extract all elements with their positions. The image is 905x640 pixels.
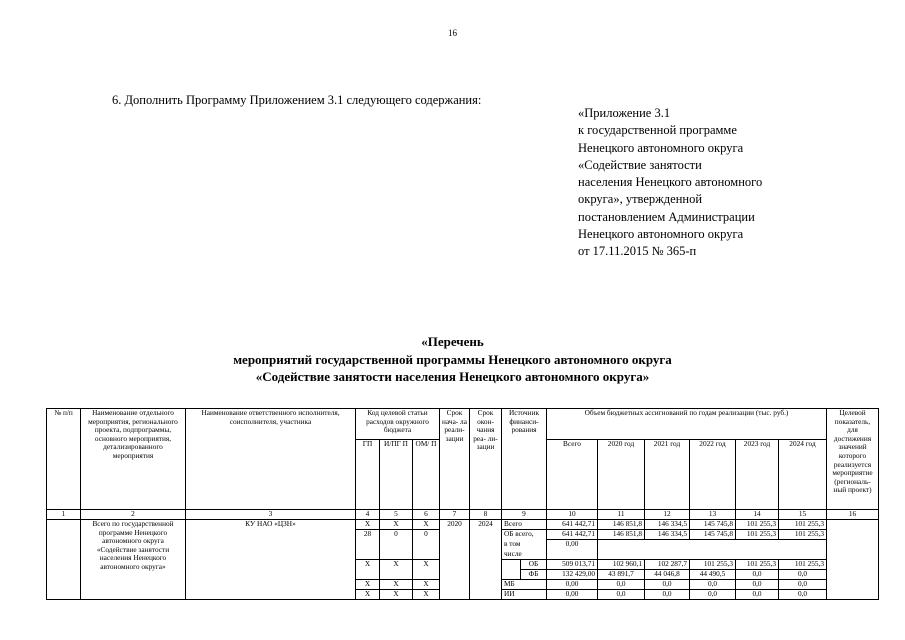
header-end: Срок окон- чания реа- ли- зации	[470, 409, 502, 510]
cell-empty	[598, 540, 827, 560]
cell-value: 43 891,7	[598, 570, 645, 580]
intro-paragraph: 6. Дополнить Программу Приложением 3.1 следующего содержания:	[112, 93, 482, 107]
row-target	[827, 520, 879, 600]
header-code-ipgp: И/ПГ П	[380, 440, 413, 510]
document-heading	[0, 333, 905, 386]
cell-ipgp: 0	[380, 530, 413, 560]
cell-ipgp: Х	[380, 590, 413, 600]
header-code: Код целевой статьи расходов окружного бюджета	[356, 409, 440, 440]
header-volume: Объем бюджетных ассигнований по годам реализации (тыс. руб.)	[547, 409, 827, 440]
cell-indent	[502, 560, 521, 580]
cell-value: 132 429,00	[547, 570, 598, 580]
cell-source: МБ	[502, 580, 547, 590]
header-code-gp: ГП	[356, 440, 380, 510]
appendix-line: Ненецкого автономного округа	[578, 140, 744, 155]
cell-value: 0,00	[547, 540, 598, 560]
cell-value: 509 013,71	[547, 560, 598, 570]
measures-table	[46, 408, 879, 600]
cell-gp: Х	[356, 560, 380, 580]
cell-gp: Х	[356, 580, 380, 590]
cell-value: 145 745,8	[690, 520, 736, 530]
cell-value: 0,0	[690, 590, 736, 600]
cell-om: Х	[413, 520, 440, 530]
cell-value: 146 334,5	[645, 520, 690, 530]
cell-value: 0,00	[547, 590, 598, 600]
cell-ipgp: Х	[380, 520, 413, 530]
appendix-caption	[578, 105, 878, 261]
cell-gp: 28	[356, 530, 380, 560]
header-start: Срок нача- ла реали- зации	[440, 409, 470, 510]
header-year: 2020 год	[598, 440, 645, 510]
header-target: Целевой показатель, для достижения значений которого реализуется мероприятие (региональ- ный проект)	[827, 409, 879, 510]
heading-line: «Перечень	[421, 334, 484, 349]
row-end: 2024	[470, 520, 502, 600]
cell-source-sub: ОБ	[521, 560, 547, 570]
header-year: 2024 год	[779, 440, 827, 510]
header-year: 2023 год	[736, 440, 779, 510]
cell-ipgp: Х	[380, 560, 413, 580]
cell-value: 146 334,5	[645, 530, 690, 540]
cell-source: в том	[502, 540, 547, 550]
cell-value: 145 745,8	[690, 530, 736, 540]
header-num: № п/п	[47, 409, 81, 510]
cell-value: 101 255,3	[690, 560, 736, 570]
cell-value: 0,0	[736, 590, 779, 600]
col-number: 10	[547, 510, 598, 520]
cell-om: Х	[413, 590, 440, 600]
header-total: Всего	[547, 440, 598, 510]
cell-value: 0,0	[779, 580, 827, 590]
cell-value: 146 851,8	[598, 520, 645, 530]
appendix-line: населения Ненецкого автономного	[578, 175, 763, 190]
cell-om: Х	[413, 580, 440, 590]
col-number: 15	[779, 510, 827, 520]
col-number: 5	[380, 510, 413, 520]
cell-value: 0,00	[547, 580, 598, 590]
col-number: 9	[502, 510, 547, 520]
cell-value: 101 255,3	[736, 560, 779, 570]
cell-num	[47, 520, 81, 600]
appendix-line: «Содействие занятости	[578, 157, 702, 172]
col-number: 4	[356, 510, 380, 520]
cell-value: 0,0	[779, 590, 827, 600]
appendix-line: «Приложение 3.1	[578, 106, 671, 120]
cell-gp: Х	[356, 520, 380, 530]
header-executor: Наименование ответственного исполнителя, соисполнителя, участника	[186, 409, 356, 510]
cell-value: 0,0	[645, 590, 690, 600]
cell-value: 0,0	[598, 580, 645, 590]
cell-value: 101 255,3	[736, 520, 779, 530]
header-year: 2022 год	[690, 440, 736, 510]
col-number: 16	[827, 510, 879, 520]
cell-value: 146 851,8	[598, 530, 645, 540]
cell-value: 0,0	[736, 580, 779, 590]
cell-source: ИИ	[502, 590, 547, 600]
cell-value: 0,0	[598, 590, 645, 600]
col-number: 8	[470, 510, 502, 520]
cell-source: числе	[502, 550, 547, 560]
row-executor: КУ НАО «ЦЗН»	[186, 520, 356, 600]
cell-value: 44 490,5	[690, 570, 736, 580]
cell-value: 0,0	[779, 570, 827, 580]
heading-line: мероприятий государственной программы Ненецкого автономного округа	[233, 351, 672, 367]
appendix-line: постановлением Администрации	[578, 209, 755, 224]
row-start: 2020	[440, 520, 470, 600]
col-number: 12	[645, 510, 690, 520]
row-name: Всего по государственной программе Ненецкого автономного округа «Содействие занятости населения Ненецкого автономного округа»	[81, 520, 186, 600]
cell-om: Х	[413, 560, 440, 580]
col-number: 1	[47, 510, 81, 520]
cell-value: 641 442,71	[547, 520, 598, 530]
cell-value: 102 960,1	[598, 560, 645, 570]
cell-ipgp: Х	[380, 580, 413, 590]
cell-value: 101 255,3	[779, 520, 827, 530]
cell-value: 102 287,7	[645, 560, 690, 570]
cell-value: 101 255,3	[736, 530, 779, 540]
cell-om: 0	[413, 530, 440, 560]
col-number: 11	[598, 510, 645, 520]
col-number: 3	[186, 510, 356, 520]
cell-source-sub: ФБ	[521, 570, 547, 580]
appendix-line: Ненецкого автономного округа	[578, 227, 744, 242]
cell-value: 101 255,3	[779, 530, 827, 540]
header-name: Наименование отдельного мероприятия, регионального проекта, подпрограммы, основного мероприятия, детализированного мероприятия	[81, 409, 186, 510]
page-number: 16	[448, 28, 457, 38]
heading-line: «Содействие занятости населения Ненецкого автономного округа»	[255, 369, 650, 385]
header-code-om: ОМ/ П	[413, 440, 440, 510]
cell-value: 44 046,8	[645, 570, 690, 580]
cell-value: 101 255,3	[779, 560, 827, 570]
appendix-line: от 17.11.2015 № 365-п	[578, 244, 697, 259]
header-source: Источник финанси- рования	[502, 409, 547, 510]
cell-value: 0,0	[736, 570, 779, 580]
cell-source: Всего	[502, 520, 547, 530]
cell-value: 0,0	[645, 580, 690, 590]
col-number: 7	[440, 510, 470, 520]
cell-value: 641 442,71	[547, 530, 598, 540]
cell-source: ОБ всего,	[502, 530, 547, 540]
col-number: 2	[81, 510, 186, 520]
appendix-line: к государственной программе	[578, 123, 737, 138]
header-year: 2021 год	[645, 440, 690, 510]
col-number: 14	[736, 510, 779, 520]
col-number: 13	[690, 510, 736, 520]
appendix-line: округа», утвержденной	[578, 192, 703, 207]
cell-value: 0,0	[690, 580, 736, 590]
col-number: 6	[413, 510, 440, 520]
cell-gp: Х	[356, 590, 380, 600]
